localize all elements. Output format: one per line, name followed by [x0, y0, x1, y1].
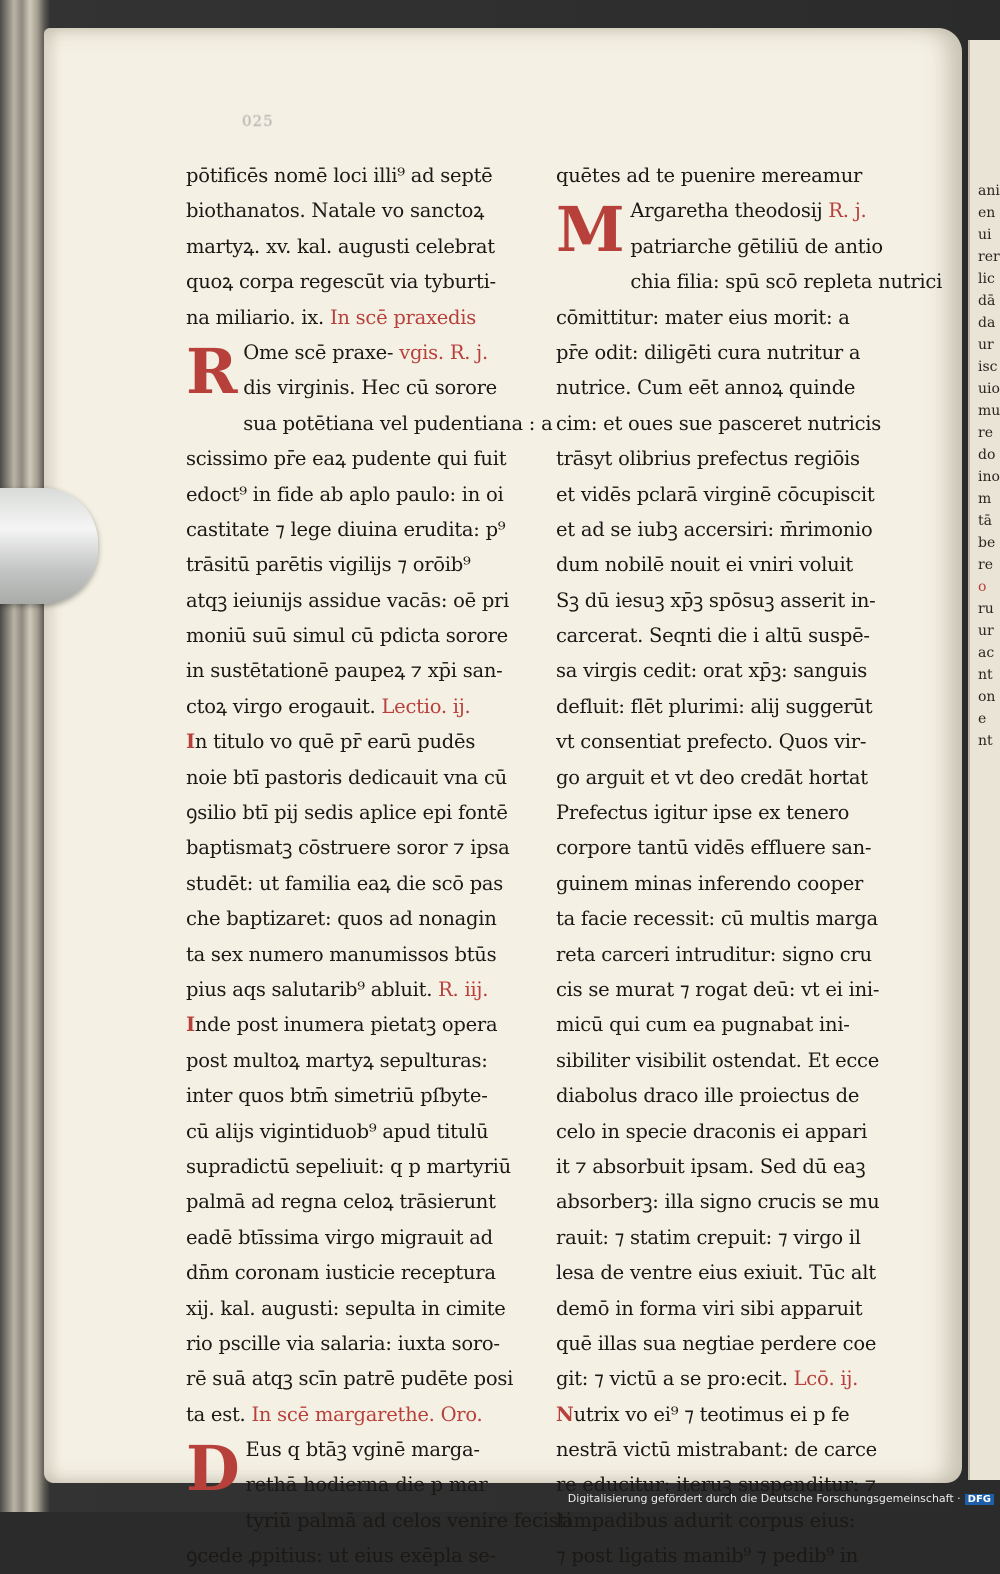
text-line: [556, 406, 912, 441]
line-text: lesa de ventre eius exiuit. Tūc alt: [556, 1261, 876, 1285]
text-line: [556, 653, 912, 688]
line-text: nde post inumera pietatꝫ opera: [194, 1013, 498, 1037]
lombard-initial: N: [556, 1402, 574, 1426]
line-text: Argaretha theodosij: [630, 199, 823, 223]
line-text: cim: et oues sue pasceret nutricis: [556, 411, 881, 435]
text-line: [556, 547, 912, 582]
line-text: palmā ad regna celoꝝ trāsierunt: [186, 1190, 496, 1214]
text-line: [186, 1184, 546, 1219]
text-line: [186, 689, 546, 724]
text-line: [186, 1255, 546, 1290]
line-text: vt consentiat prefecto. Quos vir-: [556, 730, 867, 754]
text-line: [186, 1397, 546, 1432]
line-text: baptismatꝫ cōstruere soror ⁊ ipsa: [186, 836, 510, 860]
line-text: ꝯcede ꝓpitius: ut eius exēpla se-: [186, 1544, 496, 1568]
line-text: diabolus draco ille proiectus de: [556, 1084, 860, 1108]
line-text: reta carceri intruditur: signo cru: [556, 942, 872, 966]
text-line: [186, 583, 546, 618]
text-line: [556, 760, 912, 795]
text-line: [186, 1503, 572, 1538]
edge-fragment: ani: [978, 183, 1000, 199]
credit-text: Digitalisierung gefördert durch die Deutsche Forschungsgemeinschaft ·: [567, 1492, 961, 1505]
edge-fragment: ui: [978, 227, 992, 243]
line-text: guinem minas inferendo cooper: [556, 871, 864, 895]
text-line: [556, 264, 943, 299]
text-line: [186, 795, 546, 830]
text-line: [186, 724, 546, 759]
text-line: [556, 1184, 912, 1219]
line-text: et vidēs pclarā virginē cōcupiscit: [556, 482, 875, 506]
text-line: [186, 901, 546, 936]
text-line: [556, 1114, 912, 1149]
text-line: [556, 335, 912, 370]
text-line: [556, 830, 912, 865]
edge-fragment: rer: [978, 249, 1000, 265]
text-line: [186, 406, 553, 441]
rubric: In scē praxedis: [324, 305, 477, 329]
text-line: [186, 1007, 546, 1042]
text-column-right: [556, 158, 943, 1574]
line-text: sa virgis cedit: orat xp̄ꝫ: sanguis: [556, 659, 868, 683]
rubric: In scē margarethe. Oro.: [245, 1402, 483, 1426]
line-text: ta sex numero manumissos btūs: [186, 942, 497, 966]
text-line: [186, 193, 546, 228]
edge-fragment: m: [978, 491, 992, 507]
adjacent-page-text: [978, 180, 1000, 752]
line-text: ⁊ post ligatis manib⁹ ⁊ pedib⁹ in: [556, 1544, 859, 1568]
text-line: [186, 1220, 546, 1255]
line-text: post multoꝝ martyꝝ sepulturas:: [186, 1048, 488, 1072]
initial-capital: R: [186, 334, 238, 408]
line-text: cis se murat ⁊ rogat deū: vt ei ini-: [556, 977, 880, 1001]
line-text: defluit: flēt plurimi: alij suggerūt: [556, 694, 873, 718]
line-text: tyriū palmā ad celos venire fecisti: [245, 1508, 572, 1532]
edge-fragment: ur: [978, 623, 994, 639]
text-line: [556, 901, 912, 936]
edge-fragment: on: [978, 689, 996, 705]
text-line: [186, 370, 546, 405]
rubric: Lectio. ij.: [375, 694, 471, 718]
edge-fragment: ino: [978, 469, 1000, 485]
text-line: [186, 547, 546, 582]
edge-fragment: ru: [978, 601, 994, 617]
text-line: [556, 477, 912, 512]
line-text: n titulo vo quē pr̄ earū pudēs: [194, 730, 476, 754]
edge-fragment: do: [978, 447, 996, 463]
edge-fragment: uio: [978, 381, 1000, 397]
adjacent-page-edge: [968, 40, 1000, 1480]
line-text: patriarche gētiliū de antio: [630, 234, 883, 258]
text-line: [186, 830, 546, 865]
line-text: inter quos btm̄ simetriū pſbyte-: [186, 1084, 488, 1108]
line-text: nutrice. Cum eēt annoꝝ quinde: [556, 376, 856, 400]
text-line: [186, 1467, 546, 1502]
text-line: [556, 1432, 912, 1467]
rubric: R. iij.: [432, 977, 489, 1001]
text-line: [556, 1291, 912, 1326]
line-text: eadē btīssima virgo migrauit ad: [186, 1225, 493, 1249]
text-line: [556, 1361, 912, 1396]
edge-fragment: e: [978, 711, 987, 727]
line-text: re educitur: iteruꝫ suspenditur: ⁊: [556, 1473, 876, 1497]
text-line: [186, 653, 546, 688]
edge-fragment: re: [978, 425, 993, 441]
text-line: [556, 795, 912, 830]
text-line: [556, 441, 912, 476]
rubric: R. j.: [822, 199, 867, 223]
text-line: [556, 1078, 912, 1113]
text-line: [556, 1220, 912, 1255]
line-text: corpore tantū vidēs effluere san-: [556, 836, 872, 860]
line-text: edoct⁹ in fide ab aplo paulo: in oi: [186, 482, 504, 506]
line-text: pōtificēs nomē loci illi⁹ ad septē: [186, 164, 493, 187]
line-text: pius aqs salutarib⁹ abluit.: [186, 977, 433, 1001]
edge-fragment: mu: [978, 403, 1000, 419]
line-text: rauit: ⁊ statim crepuit: ⁊ virgo il: [556, 1225, 861, 1249]
line-text: chia filia: spū scō repleta nutrici: [630, 270, 943, 294]
lombard-initial: I: [186, 1013, 195, 1037]
line-text: pr̄e odit: diligēti cura nutritur a: [556, 340, 861, 364]
edge-fragment: nt: [978, 733, 993, 749]
line-text: rethā hodierna die p mar: [245, 1473, 488, 1497]
text-line: [556, 1255, 912, 1290]
edge-fragment: ur: [978, 337, 994, 353]
text-line: [556, 1326, 912, 1361]
line-text: utrix vo ei⁹ ⁊ teotimus ei p fe: [573, 1402, 850, 1426]
text-line: [556, 618, 912, 653]
line-text: demō in forma viri sibi apparuit: [556, 1296, 863, 1320]
text-line: [186, 158, 546, 193]
text-line: [556, 512, 912, 547]
text-line: [186, 264, 546, 299]
line-text: quē illas sua negtiae perdere coe: [556, 1331, 877, 1355]
text-line: [186, 866, 546, 901]
line-text: noie btī pastoris dedicauit vna cū: [186, 765, 507, 789]
text-line: [556, 300, 912, 335]
line-text: rio pscille via salaria: iuxta soro-: [186, 1331, 500, 1355]
text-line: [556, 937, 912, 972]
line-text: trāsitū parētis vigilijs ⁊ orōib⁹: [186, 553, 471, 577]
line-text: sua potētiana vel pudentiana : a: [243, 411, 553, 435]
lombard-initial: I: [186, 730, 195, 754]
dfg-logo: DFG: [965, 1494, 994, 1505]
text-line: [186, 1114, 546, 1149]
rubric: Lcō. ij.: [787, 1367, 859, 1391]
digitization-credit: [568, 1492, 994, 1505]
text-line: [556, 724, 912, 759]
line-text: supradictū sepeliuit: q p martyriū: [186, 1154, 511, 1178]
text-line: [186, 1326, 546, 1361]
edge-fragment: dā: [978, 293, 996, 309]
line-text: it ⁊ absorbuit ipsam. Sed dū eaꝫ: [556, 1154, 866, 1178]
text-column-left: [186, 158, 572, 1574]
text-line: [186, 937, 546, 972]
line-text: che baptizaret: quos ad nonagin: [186, 907, 497, 931]
line-text: Ome scē praxe-: [243, 340, 394, 364]
line-text: atqꝫ ieiunijs assidue vacās: oē pri: [186, 588, 510, 612]
line-text: nestrā victū mistrabant: de carce: [556, 1438, 877, 1462]
text-line: [186, 1043, 546, 1078]
line-text: micū qui cum ea pugnabat ini-: [556, 1013, 850, 1037]
rubric: vgis. R. j.: [393, 340, 488, 364]
line-text: dn̄m coronam iusticie receptura: [186, 1261, 496, 1285]
line-text: scissimo pr̄e eaꝝ pudente qui fuit: [186, 447, 507, 471]
text-line: [556, 1503, 912, 1538]
line-text: moniū suū simul cū pdicta sorore: [186, 624, 508, 648]
initial-capital: D: [186, 1432, 240, 1506]
text-line: [186, 477, 546, 512]
edge-fragment: o: [978, 579, 987, 595]
text-line: [186, 441, 546, 476]
text-line: [186, 1149, 546, 1184]
edge-fragment: ac: [978, 645, 995, 661]
line-text: ta est.: [186, 1402, 246, 1426]
line-text: xij. kal. augusti: sepulta in cimite: [186, 1296, 506, 1320]
line-text: carcerat. Seqnti die i altū suspē-: [556, 624, 870, 648]
text-line: [186, 1538, 546, 1573]
line-text: go arguit et vt deo credāt hortat: [556, 765, 868, 789]
line-text: martyꝝ. xv. kal. augusti celebrat: [186, 234, 495, 258]
line-text: Prefectus igitur ipse ex tenero: [556, 801, 850, 825]
line-text: ta facie recessit: cū multis marga: [556, 907, 878, 931]
edge-fragment: en: [978, 205, 996, 221]
line-text: in sustētationē paupeꝝ ⁊ xp̄i san-: [186, 659, 503, 683]
line-text: ꝯsilio btī pij sedis aplice epi fontē: [186, 801, 508, 825]
line-text: biothanatos. Natale vo sanctoꝝ: [186, 199, 485, 223]
text-line: [556, 1043, 912, 1078]
text-line: [186, 972, 546, 1007]
line-text: lampadibus adurit corpus eius:: [556, 1508, 856, 1532]
line-text: git: ⁊ victū a se pro:ecit.: [556, 1367, 788, 1391]
line-text: castitate ⁊ lege diuina erudita: p⁹: [186, 517, 506, 541]
line-text: quētes ad te puenire mereamur: [556, 164, 863, 187]
line-text: sibiliter visibilit ostendat. Et ecce: [556, 1048, 880, 1072]
text-line: [186, 300, 546, 335]
text-line: [556, 689, 912, 724]
line-text: studēt: ut familia eaꝝ die scō pas: [186, 871, 504, 895]
edge-fragment: lic: [978, 271, 995, 287]
line-text: Eus q btāꝫ vginē marga-: [245, 1438, 480, 1462]
edge-fragment: nt: [978, 667, 993, 683]
line-text: trāsyt olibrius prefectus regiōis: [556, 447, 860, 471]
line-text: absorberꝫ: illa signo crucis se mu: [556, 1190, 880, 1214]
line-text: rē suā atqꝫ scīn patrē pudēte posi: [186, 1367, 514, 1391]
text-line: [556, 866, 912, 901]
text-line: [556, 583, 912, 618]
text-line: [556, 370, 912, 405]
line-text: na miliario. ix.: [186, 305, 324, 329]
text-line: [186, 1291, 546, 1326]
text-line: [556, 1397, 912, 1432]
line-text: quoꝝ corpa regescūt via tyburti-: [186, 270, 496, 294]
text-line: [556, 972, 912, 1007]
edge-fragment: be: [978, 535, 996, 551]
line-text: dis virginis. Hec cū sorore: [243, 376, 497, 400]
text-line: [186, 1078, 546, 1113]
edge-fragment: isc: [978, 359, 998, 375]
edge-fragment: da: [978, 315, 996, 331]
text-line: [556, 158, 912, 193]
text-line: [556, 1538, 912, 1573]
text-line: [556, 1007, 912, 1042]
text-line: [186, 1361, 546, 1396]
initial-capital: M: [556, 193, 625, 267]
text-line: [186, 618, 546, 653]
edge-fragment: re: [978, 557, 993, 573]
text-line: [556, 1149, 912, 1184]
line-text: dum nobilē nouit ei vniri voluit: [556, 553, 854, 577]
text-line: [186, 760, 546, 795]
line-text: et ad se iubꝫ accersiri: m̄rimonio: [556, 517, 873, 541]
line-text: Sꝫ dū iesuꝫ xp̄ꝫ spōsuꝫ asserit in-: [556, 588, 876, 612]
line-text: cū alijs vigintiduob⁹ apud titulū: [186, 1119, 489, 1143]
text-line: [186, 512, 546, 547]
text-line: [186, 229, 546, 264]
edge-fragment: tā: [978, 513, 992, 529]
line-text: ctoꝝ virgo erogauit.: [186, 694, 376, 718]
folio-number: 025: [242, 112, 274, 130]
line-text: cōmittitur: mater eius morit: a: [556, 305, 850, 329]
line-text: celo in specie draconis ei appari: [556, 1119, 868, 1143]
